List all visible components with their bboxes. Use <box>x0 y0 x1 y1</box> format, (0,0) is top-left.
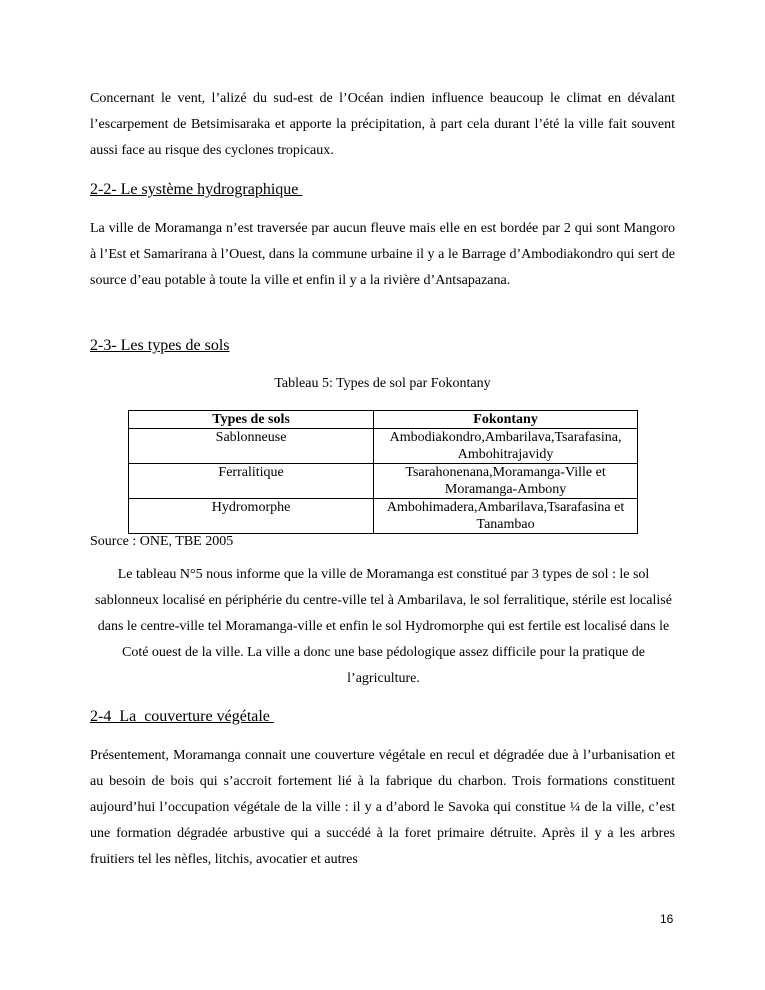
paragraph-vegetation: Présentement, Moramanga connait une couverture végétale en recul et dégradée due à l’urbanisation et au besoin de bois qui s’accroit fortement lié à la fabrique du charbon. Trois formations constituent aujourd’hui l’occupation végétale de la ville : il y a d’abord le Savoka qui constitue ¼ de la ville, c’est une formation dégradée arbustive qui a succédé à la foret primaire détruite. Après il y a les arbres fruitiers tel les nèfles, litchis, avocatier et autres <box>90 748 675 867</box>
soil-type-cell: Ferralitique <box>129 464 374 499</box>
table-header-row <box>129 411 638 429</box>
soil-type-cell: Sablonneuse <box>129 429 374 464</box>
paragraph-soil-summary: Le tableau N°5 nous informe que la ville de Moramanga est constitué par 3 types de sol : le sol sablonneux localisé en périphérie du centre-ville tel à Ambarilava, le sol ferralitique, stérile est localisé dans le centre-ville tel Moramanga-ville et enfin le sol Hydromorphe qui est fertile est localisé dans le Coté ouest de la ville. La ville a donc une base pédologique assez difficile pour la pratique de l’agriculture. <box>95 567 672 686</box>
paragraph-hydrography: La ville de Moramanga n’est traversée par aucun fleuve mais elle en est bordée par 2 qui sont Mangoro à l’Est et Samarirana à l’Ouest, dans la commune urbaine il y a le Barrage d’Ambodiakondro qui sert de source d’eau potable à toute la ville et enfin il y a la rivière d’Antsapazana. <box>90 221 675 288</box>
soil-type-cell: Hydromorphe <box>129 499 374 534</box>
fokontany-cell: Ambohimadera,Ambarilava,Tsarafasina et Tanambao <box>374 499 638 534</box>
heading-soil-types: 2-3- Les types de sols <box>90 337 230 354</box>
column-header-soil-type: Types de sols <box>129 411 374 429</box>
heading-vegetation-cover: 2-4 La couverture végétale <box>90 708 274 725</box>
table-row <box>129 429 638 464</box>
column-header-fokontany: Fokontany <box>374 411 638 429</box>
fokontany-cell: Tsarahonenana,Moramanga-Ville et Moramanga-Ambony <box>374 464 638 499</box>
table-row <box>129 499 638 534</box>
page-number: 16 <box>660 912 674 926</box>
table-caption: Tableau 5: Types de sol par Fokontany <box>274 376 491 391</box>
paragraph-wind: Concernant le vent, l’alizé du sud-est de l’Océan indien influence beaucoup le climat en dévalant l’escarpement de Betsimisaraka et apporte la précipitation, à part cela durant l’été la ville fait souvent aussi face au risque des cyclones tropicaux. <box>90 91 675 158</box>
fokontany-cell: Ambodiakondro,Ambarilava,Tsarafasina, Ambohitrajavidy <box>374 429 638 464</box>
heading-hydrographic-system: 2-2- Le système hydrographique <box>90 181 303 198</box>
table-row <box>129 464 638 499</box>
table-source: Source : ONE, TBE 2005 <box>90 534 234 549</box>
soil-types-table <box>128 410 638 534</box>
